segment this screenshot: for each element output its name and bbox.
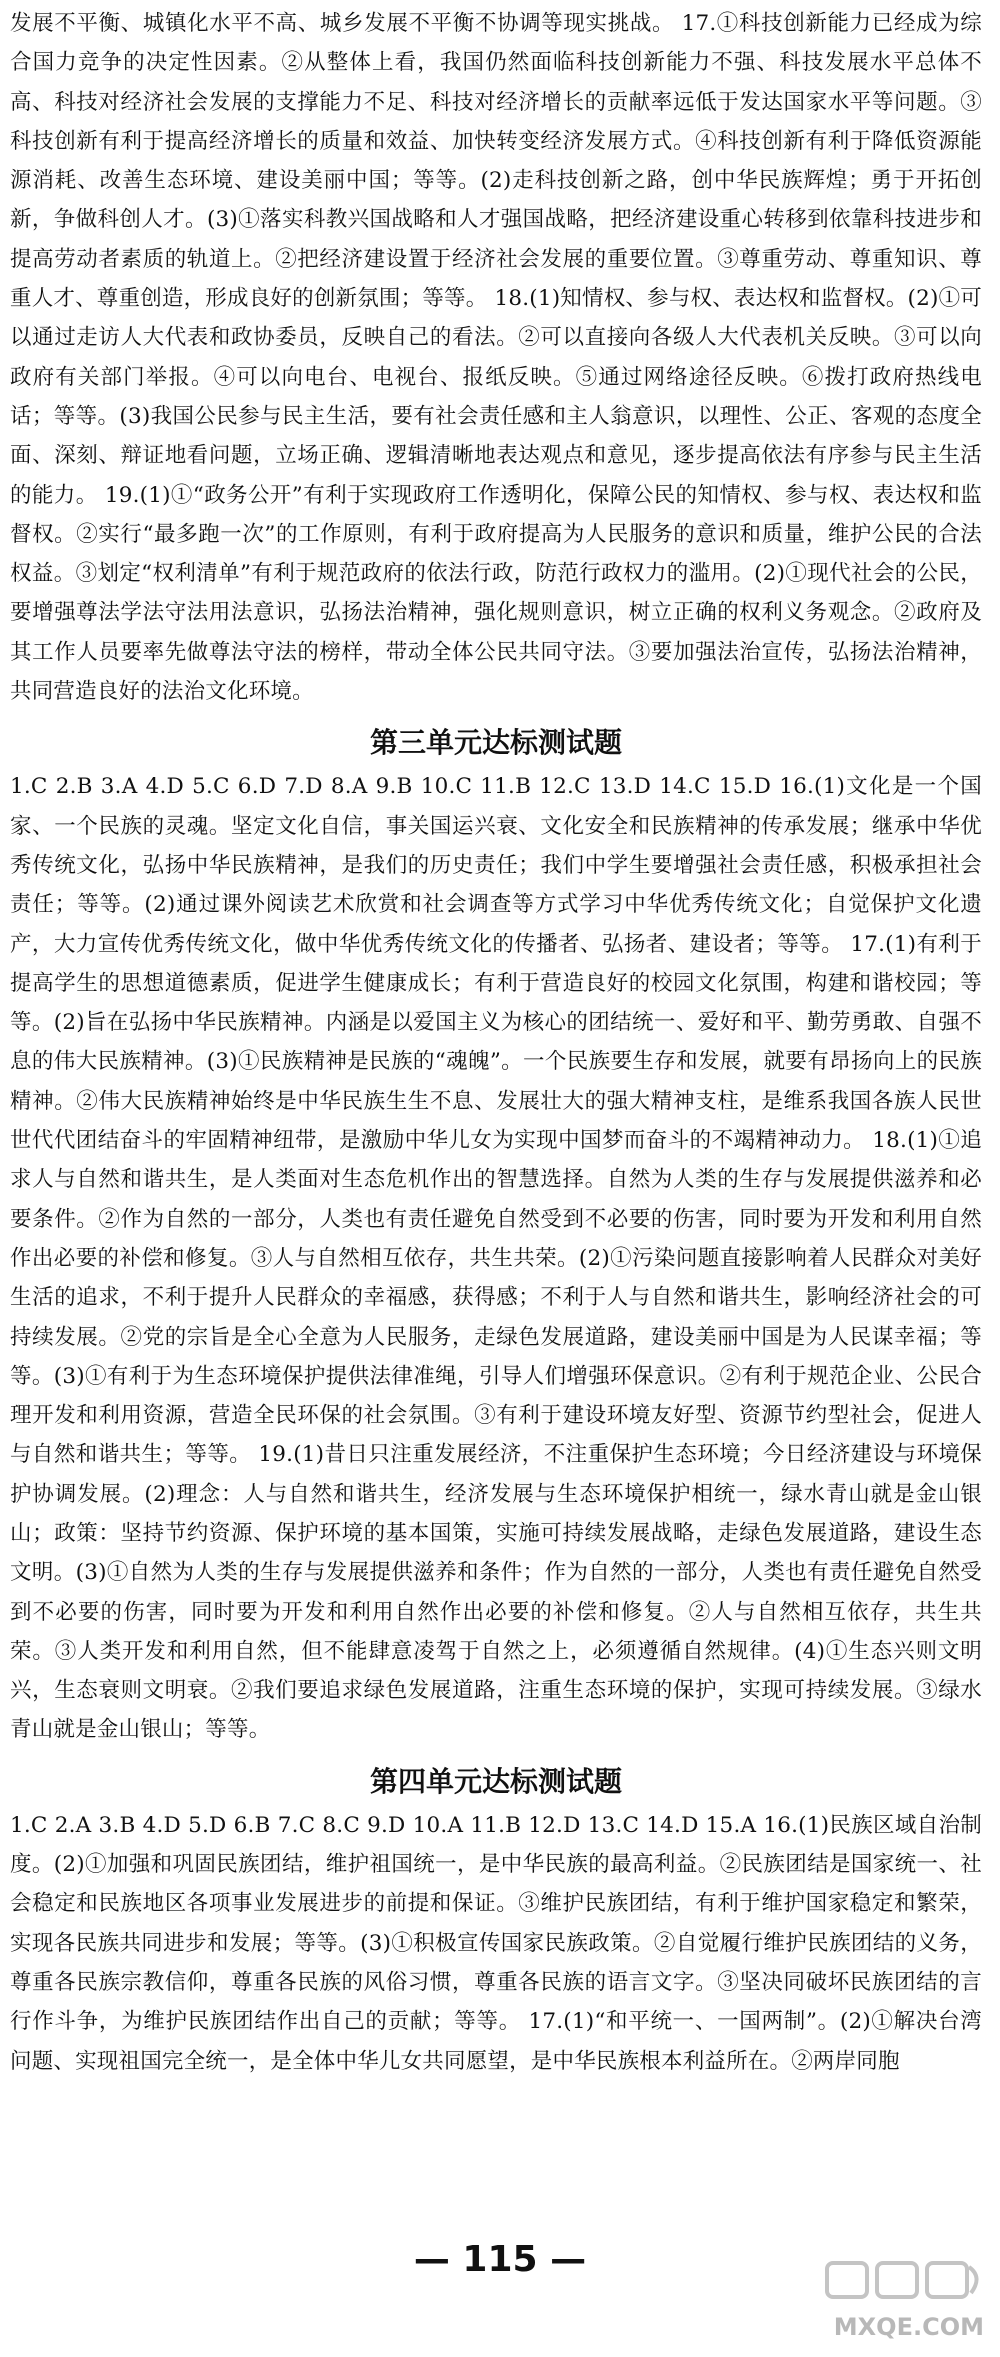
answer-text-column [10,4,982,2081]
answer-paragraph-unit-3: 1.C 2.B 3.A 4.D 5.C 6.D 7.D 8.A 9.B 10.C 11.B 12.C 13.D 14.C 15.D 16.(1)文化是一个国家、一个民族的灵魂。坚定文化自信，事关国运兴衰、文化安全和民族精神的传承发展；继承中华优秀传统文化，弘扬中华民族精神，是我们的历史责任；我们中学生要增强社会责任感，积极承担社会责任；等等。(2)通过课外阅读艺术欣赏和社会调查等方式学习中华优秀传统文化；自觉保护文化遗产，大力宣传优秀传统文化，做中华优秀传统文化的传播者、弘扬者、建设者；等等。 17.(1)有利于提高学生的思想道德素质，促进学生健康成长；有利于营造良好的校园文化氛围，构建和谐校园；等等。(2)旨在弘扬中华民族精神。内涵是以爱国主义为核心的团结统一、爱好和平、勤劳勇敢、自强不息的伟大民族精神。(3)①民族精神是民族的“魂魄”。一个民族要生存和发展，就要有昂扬向上的民族精神。②伟大民族精神始终是中华民族生生不息、发展壮大的强大精神支柱，是维系我国各族人民世世代代团结奋斗的牢固精神纽带，是激励中华儿女为实现中国梦而奋斗的不竭精神动力。 18.(1)①追求人与自然和谐共生，是人类面对生态危机作出的智慧选择。自然为人类的生存与发展提供滋养和必要条件。②作为自然的一部分，人类也有责任避免自然受到不必要的伤害，同时要为开发和利用自然作出必要的补偿和修复。③人与自然相互依存，共生共荣。(2)①污染问题直接影响着人民群众对美好生活的追求，不利于提升人民群众的幸福感，获得感；不利于人与自然和谐共生，影响经济社会的可持续发展。②党的宗旨是全心全意为人民服务，走绿色发展道路，建设美丽中国是为人民谋幸福；等等。(3)①有利于为生态环境保护提供法律准绳，引导人们增强环保意识。②有利于规范企业、公民合理开发和利用资源，营造全民环保的社会氛围。③有利于建设环境友好型、资源节约型社会，促进人与自然和谐共生；等等。 19.(1)昔日只注重发展经济，不注重保护生态环境；今日经济建设与环境保护协调发展。(2)理念：人与自然和谐共生，经济发展与生态环境保护相统一，绿水青山就是金山银山；政策：坚持节约资源、保护环境的基本国策，实施可持续发展战略，走绿色发展道路，建设生态文明。(3)①自然为人类的生存与发展提供滋养和条件；作为自然的一部分，人类也有责任避免自然受到不必要的伤害，同时要为开发和利用自然作出必要的补偿和修复。②人与自然相互依存，共生共荣。③人类开发和利用自然，但不能肆意凌驾于自然之上，必须遵循自然规律。(4)①生态兴则文明兴，生态衰则文明衰。②我们要追求绿色发展道路，注重生态环境的保护，实现可持续发展。③绿水青山就是金山银山；等等。 [10,774,982,1743]
answer-paragraph-unit-2-continued: 发展不平衡、城镇化水平不高、城乡发展不平衡不协调等现实挑战。 17.①科技创新能力已经成为综合国力竞争的决定性因素。②从整体上看，我国仍然面临科技创新能力不强、科技发展水平总体不高、科技对经济社会发展的支撑能力不足、科技对经济增长的贡献率远低于发达国家水平等问题。③科技创新有利于提高经济增长的质量和效益、加快转变经济发展方式。④科技创新有利于降低资源能源消耗、改善生态环境、建设美丽中国；等等。(2)走科技创新之路，创中华民族辉煌；勇于开拓创新，争做科创人才。(3)①落实科教兴国战略和人才强国战略，把经济建设重心转移到依靠科技进步和提高劳动者素质的轨道上。②把经济建设置于经济社会发展的重要位置。③尊重劳动、尊重知识、尊重人才、尊重创造，形成良好的创新氛围；等等。 18.(1)知情权、参与权、表达权和监督权。(2)①可以通过走访人大代表和政协委员，反映自己的看法。②可以直接向各级人大代表机关反映。③可以向政府有关部门举报。④可以向电台、电视台、报纸反映。⑤通过网络途径反映。⑥拨打政府热线电话；等等。(3)我国公民参与民主生活，要有社会责任感和主人翁意识，以理性、公正、客观的态度全面、深刻、辩证地看问题，立场正确、逻辑清晰地表达观点和意见，逐步提高依法有序参与民主生活的能力。 19.(1)①“政务公开”有利于实现政府工作透明化，保障公民的知情权、参与权、表达权和监督权。②实行“最多跑一次”的工作原则，有利于政府提高为人民服务的意识和质量，维护公民的合法权益。③划定“权利清单”有利于规范政府的依法行政，防范行政权力的滥用。(2)①现代社会的公民，要增强尊法学法守法用法意识，弘扬法治精神，强化规则意识，树立正确的权利义务观念。②政府及其工作人员要率先做尊法守法的榜样，带动全体公民共同守法。③要加强法治宣传，弘扬法治精神，共同营造良好的法治文化环境。 [10,11,982,705]
page-number: — 115 — [413,2239,587,2280]
watermark-text: MXQE.COM [833,2313,984,2341]
section-heading-unit-4: 第四单元达标测试题 [369,1764,622,1798]
answer-paragraph-unit-4: 1.C 2.A 3.B 4.D 5.D 6.B 7.C 8.C 9.D 10.A 11.B 12.D 13.C 14.D 15.A 16.(1)民族区域自治制度。(2)①加强和巩固民族团结，维护祖国统一，是中华民族的最高利益。②民族团结是国家统一、社会稳定和民族地区各项事业发展进步的前提和保证。③维护民族团结，有利于维护国家稳定和繁荣，实现各民族共同进步和发展；等等。(3)①积极宣传国家民族政策。②自觉履行维护民族团结的义务，尊重各民族宗教信仰，尊重各民族的风俗习惯，尊重各民族的语言文字。③坚决同破坏民族团结的言行作斗争，为维护民族团结作出自己的贡献；等等。 17.(1)“和平统一、一国两制”。(2)①解决台湾问题、实现祖国完全统一，是全体中华儿女共同愿望，是中华民族根本利益所在。②两岸同胞 [10,1812,982,2074]
watermark-logo [819,2257,994,2349]
section-heading-unit-3: 第三单元达标测试题 [369,726,622,760]
